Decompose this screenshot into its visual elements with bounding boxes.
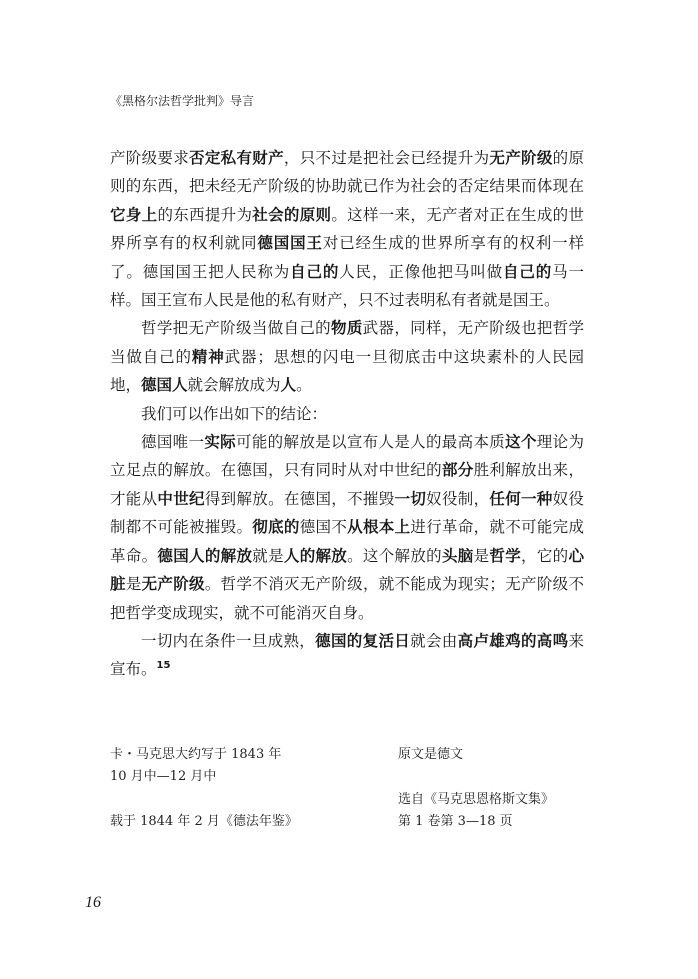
paragraph [110, 314, 584, 399]
paragraph [110, 627, 584, 684]
emphasis-text: 德国人的解放 [157, 546, 253, 565]
text-run: 得到解放。在德国，不摧毁 [204, 489, 395, 508]
paragraph [110, 428, 584, 627]
text-run: 人民，正像他把马叫做 [339, 262, 503, 281]
emphasis-text: 社会的原则 [252, 205, 332, 224]
paragraph [110, 144, 584, 314]
text-run: 德国不 [299, 518, 348, 537]
text-run: 来宣布。 [110, 631, 584, 679]
emphasis-text: 从根本上 [347, 518, 411, 537]
emphasis-text: 任何一种 [489, 489, 553, 508]
text-run: 武器；思想的闪电一旦彻底击中这块素朴的人民园地， [110, 347, 584, 395]
text-run: 马一样。国王宣布人民是他的私有财产，只不过表明私有者就是国王。 [110, 262, 584, 310]
page-number: 16 [85, 894, 101, 911]
emphasis-text: 精神 [191, 347, 225, 366]
text-run: 一切内在条件一旦成熟， [141, 631, 316, 650]
text-run: 对已经生成的世界所享有的权利一样了。德国国王把人民称为 [110, 234, 584, 281]
text-run: 的东西提升为 [157, 205, 253, 224]
emphasis-text: 头脑 [441, 546, 474, 565]
emphasis-text: 无产阶级 [489, 149, 553, 167]
emphasis-text: 物质 [330, 319, 363, 338]
text-run: 奴役制都不可能被摧毁。 [110, 489, 584, 537]
note-written-date: 10 月中—12 月中 [110, 769, 217, 784]
text-run: ，只不过是把社会已经提升为 [283, 149, 490, 167]
text-run: 。这个解放的 [347, 546, 442, 565]
text-run: 是 [473, 546, 490, 565]
text-run: 奴役制， [426, 489, 490, 508]
emphasis-text: 自己的 [502, 262, 553, 281]
emphasis-text: 这个 [505, 433, 537, 452]
text-run: 的原则的东西，把未经无产阶级的协助就已作为社会的否定结果而体现在 [110, 149, 584, 196]
note-source-pages: 第 1 卷第 3—18 页 [398, 814, 513, 829]
text-run: 德国唯一 [141, 433, 205, 452]
text-run: ，它的 [521, 546, 569, 565]
emphasis-text: 它身上 [110, 205, 158, 224]
emphasis-text: 无产阶级 [141, 575, 205, 594]
emphasis-text: 德国国王 [257, 234, 323, 253]
emphasis-text: 否定私有财产 [189, 149, 284, 167]
emphasis-text: 部分 [442, 461, 474, 480]
emphasis-text: 德国人 [141, 376, 188, 395]
emphasis-text: 彻底的 [252, 518, 300, 537]
text-run: 胜利解放出来，才能从 [110, 461, 584, 508]
footnote-reference[interactable]: 15 [156, 660, 171, 672]
text-run: 就会由 [410, 631, 458, 650]
text-run: 就会解放成为 [187, 376, 281, 395]
emphasis-text: 心脏 [110, 546, 584, 594]
note-written: 卡・马克思大约写于 1843 年 [110, 747, 282, 762]
text-run: 产阶级要求 [110, 149, 190, 167]
emphasis-text: 人 [280, 376, 297, 395]
emphasis-text: 一切 [394, 489, 427, 508]
note-original-language: 原文是德文 [398, 747, 464, 762]
text-run: 进行革命，就不可能完成革命。 [110, 518, 584, 565]
text-run: 。 [296, 376, 312, 395]
text-run: 哲学把无产阶级当做自己的 [141, 319, 331, 338]
note-source: 选自《马克思恩格斯文集》 [398, 792, 555, 807]
text-run: 可能的解放是以宣布人是人的最高本质 [236, 433, 506, 452]
text-run: 武器，同样，无产阶级也把哲学当做自己的 [110, 319, 584, 366]
note-published: 载于 1844 年 2 月《德法年鉴》 [110, 814, 298, 829]
text-run: 理论为立足点的解放。在德国，只有同时从对中世纪的 [110, 433, 584, 480]
paragraph [110, 400, 584, 428]
body-text [110, 144, 584, 684]
running-header: 《黑格尔法哲学批判》导言 [110, 94, 255, 108]
emphasis-text: 德国的复活日 [315, 631, 411, 650]
emphasis-text: 高卢雄鸡的高鸣 [457, 631, 569, 650]
emphasis-text: 实际 [204, 433, 236, 452]
emphasis-text: 自己的 [290, 262, 340, 281]
emphasis-text: 哲学 [489, 546, 522, 565]
text-run: 我们可以作出如下的结论： [141, 404, 328, 423]
emphasis-text: 人的解放 [283, 546, 348, 565]
text-run: 。这样一来，无产者对正在生成的世界所享有的权利就同 [110, 205, 584, 253]
emphasis-text: 中世纪 [157, 489, 205, 508]
text-run: 就是 [252, 546, 284, 565]
text-run: 。哲学不消灭无产阶级，就不能成为现实；无产阶级不把哲学变成现实，就不可能消灭自身。 [110, 575, 584, 622]
text-run: 是 [125, 575, 142, 594]
